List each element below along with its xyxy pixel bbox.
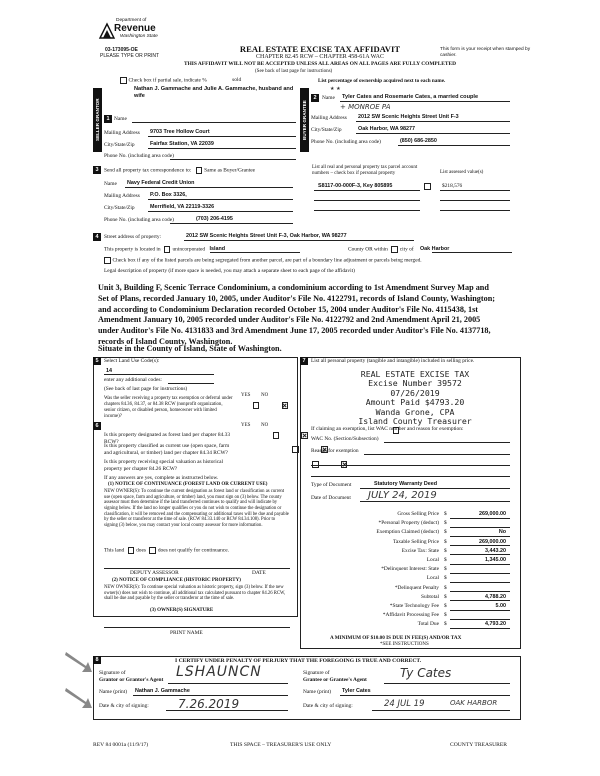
stamp-line: Wanda Grone, CPA	[375, 406, 455, 417]
totals-label: Local	[426, 557, 439, 563]
grantor-signature: LSHAUNCN	[176, 664, 262, 680]
grantee-city-value: OAK HARBOR	[450, 699, 498, 707]
stamp-line: 07/26/2019	[390, 387, 440, 398]
totals-label: Taxable Selling Price	[392, 538, 439, 545]
minimum-note: A MINIMUM OF $10.00 IS DUE IN FEE(S) AND/OR TAX	[330, 635, 462, 641]
forest-question: Is this property designated as forest land per chapter 84.33 RCW?	[104, 432, 231, 445]
assessed-header: List assessed value(s)	[440, 170, 484, 175]
certify-statement: I CERTIFY UNDER PENALTY OF PERJURY THAT THE FOREGOING IS TRUE AND CORRECT.	[175, 658, 422, 664]
totals-label: *State Technology Fee	[389, 603, 439, 609]
legal-label: Legal description of property (if more space is needed, you may attach a separate sheet to each page of the affidavit)	[104, 268, 355, 274]
no-header-5: NO	[261, 393, 269, 398]
tax-phone-label: Phone No. (including area code)	[104, 217, 174, 223]
tax-name-value: Navy Federal Credit Union	[127, 180, 195, 186]
assessed-value: $218,576	[442, 183, 463, 189]
seller-phone-label: Phone No. (including area code)	[104, 153, 174, 159]
county-treasurer-label: COUNTY TREASURER	[450, 742, 508, 748]
seller-mailing-label: Mailing Address	[104, 130, 140, 136]
unincorporated-label: unincorporated	[172, 246, 206, 253]
section-4-number: 4	[93, 233, 101, 241]
county-within-label: County OR within	[348, 246, 388, 253]
same-as-buyer-label: Same as Buyer/Grantee	[204, 167, 256, 174]
totals-dollar-sign: $	[444, 547, 447, 554]
tax-city-value: Merrifield, VA 22119-3326	[150, 204, 215, 210]
notice2-text: NEW OWNER(S): To continue special valuation as historic property, sign (3) below. If the new owner(s) does not wish to continue, all additional tax calculated pursuant to chapter 84.26 RCW, shall be due and payable by the seller or transferor at the time of sale.	[104, 585, 286, 602]
buyer-handwritten-note: + MONROE PA	[340, 103, 391, 111]
seller-name-label: Name	[114, 116, 127, 122]
totals-value: 4,793.20	[485, 621, 506, 628]
legal-line: Set of Plans, recorded January 10, 2005, under Auditor's File No. 4122791, records of Island County, Washington;	[98, 293, 495, 303]
section-2-number: 2	[311, 94, 319, 102]
stamp-line: REAL ESTATE EXCISE TAX	[360, 369, 470, 379]
located-row	[104, 246, 225, 253]
wac-label: WAC No. (Section/Subsection)	[311, 436, 379, 442]
land-label: This land	[104, 547, 125, 554]
forest-yes-checkbox[interactable]	[273, 432, 280, 439]
assessor-date-label: DATE	[252, 570, 266, 576]
legal-line: Amendment January 10, 2005 recorded under Auditor's File No. 4122792 and 2nd Amendment April 21, 2005	[98, 315, 481, 325]
historic-question: Is this property receiving special valuation as historical property per chapter 84.26 RCW?	[104, 459, 224, 472]
totals-dollar-sign: $	[444, 603, 447, 609]
buyer-side-label: BUYER GRANTEE	[300, 88, 309, 152]
doc-date-value: JULY 24, 2019	[368, 490, 437, 501]
print-note: PLEASE TYPE OR PRINT	[100, 53, 160, 59]
exemption-claim-label: If claiming an exemption, list WAC number and reason for exemption:	[311, 426, 464, 432]
seller-city-value: Fairfax Station, VA 22039	[150, 141, 214, 147]
tax-name-label: Name	[104, 181, 117, 187]
same-as-buyer-checkbox[interactable]	[196, 167, 203, 174]
buyer-handwritten-marks: ★ ★	[330, 86, 341, 92]
segregated-label: Check box if any of the listed parcels are being segregated from another parcel, are part of a boundary line adjustment or parcels being merged.	[112, 257, 422, 264]
exemption-question: Was the seller receiving a property tax exemption or deferral under chapters 84.36, 84.37, or 84.38 RCW (nonprofit organization, senior citizen, or disabled person, homeowner with limited income)?	[104, 396, 233, 419]
rev-code: REV 84 0001a (11/9/17)	[93, 742, 149, 748]
seller-name-value: Nathan J. Gammache and Julie A. Gammache, husband and wife	[134, 86, 294, 99]
parcel-header: List all real and personal property tax parcel account numbers – check box if personal property	[312, 165, 418, 177]
legal-line: records of Island County, Washington.	[98, 336, 233, 346]
totals-dollar-sign: $	[444, 621, 447, 628]
totals-value: 4,788.20	[485, 593, 506, 600]
legal-description	[98, 283, 538, 348]
grantee-name-label: Name (print)	[303, 689, 331, 695]
grantee-date-value: 24 JUL 19	[384, 699, 425, 709]
no-header-6: NO	[261, 423, 269, 428]
form-code: 03-173095-OE	[105, 47, 138, 53]
grantee-name-value: Tyler Cates	[342, 688, 371, 694]
doc-date-label: Date of Document	[311, 495, 351, 501]
section-8-number: 8	[93, 656, 101, 664]
totals-dollar-sign: $	[444, 511, 447, 517]
tax-mailing-label: Mailing Address	[104, 193, 140, 199]
city-of-value: Oak Harbor	[419, 246, 450, 253]
receipt-note: This form is your receipt when stamped by cashier.	[440, 47, 531, 58]
seller-mailing-value: 9703 Tree Hollow Court	[150, 129, 210, 135]
grantor-date-value: 7.26.2019	[178, 697, 240, 711]
legal-line: under Auditor's File No. 4131833 and 3rd Amendment June 17, 2005 recorded under Auditor's File No. 4137718,	[98, 326, 491, 336]
totals-dollar-sign: $	[444, 575, 447, 582]
exemption-no-checkbox[interactable]	[282, 402, 289, 409]
buyer-name-value: Tyler Cates and Rosemarie Cates, a married couple	[342, 94, 479, 100]
doc-type-value: Statutory Warranty Deed	[374, 481, 438, 487]
totals-dollar-sign: $	[444, 538, 447, 545]
street-label: Street address of property:	[104, 234, 162, 240]
land-qualify-row	[104, 547, 229, 554]
treasurer-stamp	[340, 370, 490, 426]
grantor-name-label: Name (print)	[99, 689, 127, 695]
ownership-label: List percentage of ownership acquired next to each name.	[318, 78, 446, 84]
any-yes-note: If any answers are yes, complete as instructed below.	[104, 475, 219, 481]
section-3-number: 3	[93, 166, 101, 174]
grantor-name-value: Nathan J. Gammache	[135, 688, 190, 694]
totals-label: *Delinquent Interest: State	[381, 566, 439, 573]
print-name-label: PRINT NAME	[170, 630, 203, 636]
does-not-label: does not qualify for continuance.	[157, 547, 229, 554]
buyer-name-label: Name	[322, 95, 335, 101]
totals-label: Gross Selling Price	[397, 511, 439, 517]
totals-label: Subtotal	[421, 593, 439, 600]
legal-line: and according to Condominium Declaration recorded October 15, 2004 under Auditor's File No. 4115438, 1st	[98, 304, 479, 314]
totals-label: Excise Tax: State	[401, 547, 439, 554]
page-title: REAL ESTATE EXCISE TAX AFFIDAVIT	[239, 44, 401, 54]
totals-label: *Personal Property (deduct)	[378, 520, 439, 527]
owner-signature-label: (3) OWNER(S) SIGNATURE	[150, 608, 214, 613]
city-of-label: city of	[399, 246, 414, 253]
buyer-mailing-label: Mailing Address	[311, 115, 347, 121]
section-7-number: 7	[300, 357, 308, 365]
legal-line: Unit 3, Building F, Scenic Terrace Condominium, a condominium according to 1st Amendment Survey Map and	[98, 283, 489, 292]
seller-side-label: SELLER GRANTOR	[93, 88, 102, 152]
buyer-phone-value: (850) 686-2850	[400, 138, 437, 144]
buyer-city-value: Oak Harbor, WA 98277	[358, 126, 416, 132]
tax-phone-value: (703) 206-4195	[196, 216, 233, 222]
county-value: Island	[209, 246, 226, 253]
parcel-value: S8117-00-000F-3, Key 805895	[318, 183, 393, 189]
buyer-mailing-value: 2012 SW Scenic Heights Street Unit F-3	[358, 114, 459, 120]
totals-dollar-sign: $	[444, 584, 447, 591]
totals-label: Total Due	[417, 621, 439, 628]
totals-value: 1,345.00	[485, 557, 506, 563]
buyer-city-label: City/State/Zip	[311, 127, 342, 133]
doc-type-label: Type of Document	[311, 482, 352, 488]
partial-sale-row	[120, 77, 241, 84]
grantee-date-label: Date & city of signing:	[303, 703, 353, 709]
totals-dollar-sign: $	[444, 520, 447, 527]
see-instructions-note: *SEE INSTRUCTIONS	[380, 642, 429, 647]
land-use-code: 14	[106, 368, 112, 374]
personal-property-label: List all personal property (tangible and intangible) included in selling price.	[311, 358, 475, 364]
stamp-line: Island County Treasurer	[358, 416, 472, 427]
logo-sub-text: Washington State	[120, 34, 158, 39]
tax-mailing-value: P.O. Box 3326,	[150, 192, 187, 198]
notice1-title: (1) NOTICE OF CONTINUANCE (FOREST LAND OR CURRENT USE)	[108, 482, 268, 487]
grantee-sig-label-2: Grantee or Grantee's Agent	[303, 677, 367, 683]
situate-text: Situate in the County of Island, State of Washington.	[98, 344, 282, 353]
reason-label: Reason for exemption	[311, 448, 359, 454]
segregated-checkbox[interactable]	[104, 257, 111, 264]
treasurer-use-note: THIS SPACE – TREASURER'S USE ONLY	[230, 742, 332, 748]
totals-label: Exemption Claimed (deduct)	[376, 529, 439, 536]
grantor-sig-label-2: Grantor or Grantor's Agent	[99, 677, 164, 683]
totals-label: *Affidavit Processing Fee	[382, 612, 439, 619]
tax-correspondence-label: Send all property tax correspondence to:	[104, 167, 192, 174]
additional-codes-label: enter any additional codes:	[104, 377, 162, 383]
tax-city-label: City/State/Zip	[104, 205, 135, 211]
located-label: This property is located in	[104, 246, 161, 253]
instructions-note: (See back of last page for instructions)	[255, 69, 333, 74]
notice2-title: (2) NOTICE OF COMPLIANCE (HISTORIC PROPERTY)	[112, 578, 241, 583]
stamp-line: Amount Paid $4793.20	[365, 397, 465, 408]
totals-value: 269,000.00	[479, 511, 506, 517]
section-5-number: 5	[93, 357, 101, 365]
totals-dollar-sign: $	[444, 612, 447, 619]
yes-header-5: YES	[241, 393, 251, 398]
totals-dollar-sign: $	[444, 557, 447, 563]
totals-dollar-sign: $	[444, 593, 447, 600]
warning-text: THIS AFFIDAVIT WILL NOT BE ACCEPTED UNLESS ALL AREAS ON ALL PAGES ARE FULLY COMPLETED	[183, 61, 456, 67]
yes-header-6: YES	[241, 423, 251, 428]
land-use-label: Select Land Use Code(s):	[104, 358, 160, 364]
city-of-checkbox[interactable]	[391, 246, 398, 253]
section-6-number: 6	[93, 422, 101, 430]
see-back-note: (See back of last page for instructions)	[104, 386, 188, 392]
totals-value: No	[498, 529, 506, 536]
partial-sale-label: Check box if partial sale, indicate %	[128, 77, 207, 84]
totals-value: 269,000.00	[479, 538, 506, 545]
grantor-date-label: Date & city of signing:	[99, 703, 149, 709]
stamp-line: Excise Number 39572	[368, 378, 462, 389]
does-label: does	[136, 547, 146, 554]
partial-sale-checkbox[interactable]	[120, 77, 127, 84]
logo-main-text: Revenue	[114, 23, 156, 34]
grantee-signature: Ty Cates	[400, 666, 452, 680]
deputy-assessor-label: DEPUTY ASSESSOR	[130, 570, 179, 576]
grantor-sig-label-1: Signature of	[99, 670, 126, 676]
does-not-checkbox[interactable]	[149, 547, 156, 554]
sold-label: sold	[232, 77, 242, 84]
street-value: 2012 SW Scenic Heights Street Unit F-3, Oak Harbor, WA 98277	[186, 233, 347, 239]
totals-value: 5.00	[495, 603, 506, 609]
segregated-row	[104, 257, 524, 264]
does-checkbox[interactable]	[128, 547, 135, 554]
buyer-phone-label: Phone No. (including area code)	[311, 139, 381, 145]
logo-top-text: Department of	[116, 18, 147, 23]
totals-value: 3,443.20	[485, 547, 506, 554]
totals-label: *Delinquent Penalty	[394, 584, 439, 591]
totals-label: Local	[426, 575, 439, 582]
personal-property-checkbox[interactable]	[424, 183, 431, 190]
exemption-yes-checkbox[interactable]	[253, 402, 260, 409]
unincorporated-checkbox[interactable]	[164, 246, 171, 253]
current-use-question: Is this property classified as current use (open space, farm and agricultural, or timber) land per chapter 84.34 RCW?	[104, 443, 230, 456]
totals-dollar-sign: $	[444, 529, 447, 536]
page-subtitle: CHAPTER 82.45 RCW – CHAPTER 458-61A WAC	[256, 54, 384, 60]
notice1-text: NEW OWNER(S): To continue the current designation as forest land or classification as current use (open space, farm and agriculture, or timber) land, you must sign on (3) below. The county assessor must then determine if the land transferred continues to qualify and will indicate by signing below. If the land no longer qualifies or you do not wish to continue the designation or classification, it will be removed and the compensating or additional taxes will be due and payable by the seller or transferor at the time of sale. (RCW 84.33.140 or RCW 84.34.108). Prior to signing (3) below, you may contact your local county assessor for more information.	[104, 489, 289, 528]
tax-correspondence-row	[104, 167, 255, 174]
grantee-sig-label-1: Signature of	[303, 670, 330, 676]
dor-logo	[98, 18, 158, 44]
current-use-yes-checkbox[interactable]	[292, 446, 299, 453]
totals-dollar-sign: $	[444, 566, 447, 573]
section-1-number: 1	[104, 115, 112, 123]
seller-city-label: City/State/Zip	[104, 142, 135, 148]
